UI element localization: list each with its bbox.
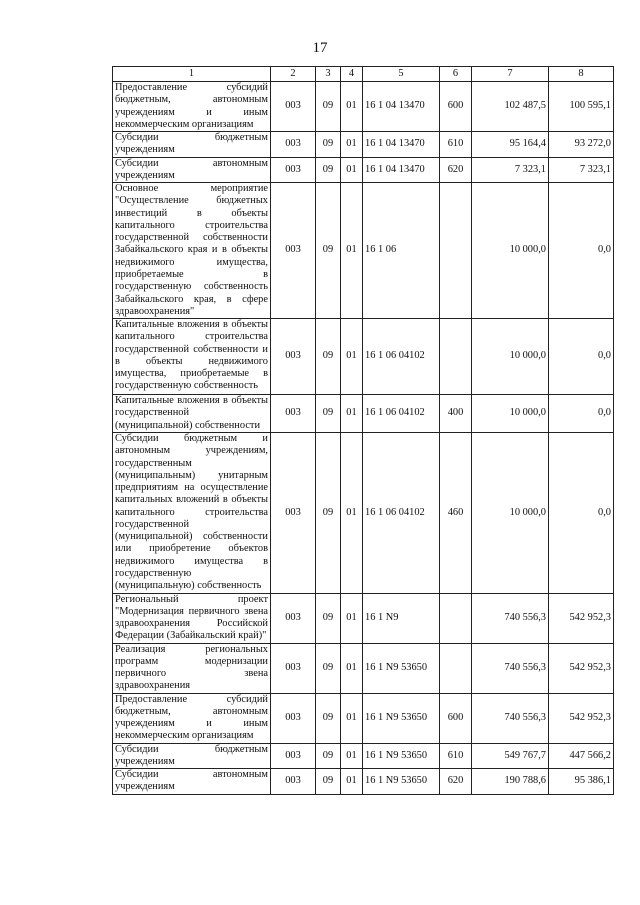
- cell-amount-2: 7 323,1: [549, 157, 614, 183]
- cell-subsection: 01: [341, 643, 363, 693]
- cell-subsection: 01: [341, 132, 363, 158]
- cell-section: 09: [316, 132, 341, 158]
- cell-target: 16 1 N9 53650: [363, 743, 440, 769]
- cell-section: 09: [316, 319, 341, 395]
- header-cell: 7: [472, 67, 549, 82]
- cell-amount-2: 93 272,0: [549, 132, 614, 158]
- row-name: Региональный проект "Модернизация первичного звена здравоохранения Российской Федерации (Забайкальский край)": [113, 593, 271, 643]
- table-row: [113, 82, 614, 132]
- cell-code: 003: [271, 132, 316, 158]
- cell-amount-1: 7 323,1: [472, 157, 549, 183]
- cell-section: 09: [316, 183, 341, 319]
- cell-target: 16 1 06 04102: [363, 319, 440, 395]
- cell-subsection: 01: [341, 743, 363, 769]
- cell-code: 003: [271, 183, 316, 319]
- row-name: Основное мероприятие "Осуществление бюджетных инвестиций в объекты капитального строительства государственной собственности Забайкальского края и в объекты недвижимого имущества, приобретаемые в государственную собственность Забайкальского края, в сфере здравоохранения": [113, 183, 271, 319]
- cell-target: 16 1 04 13470: [363, 132, 440, 158]
- cell-type: [440, 643, 472, 693]
- cell-code: 003: [271, 693, 316, 743]
- cell-section: 09: [316, 157, 341, 183]
- cell-subsection: 01: [341, 593, 363, 643]
- row-name: Капитальные вложения в объекты государственной (муниципальной) собственности: [113, 395, 271, 433]
- cell-type: [440, 183, 472, 319]
- cell-section: 09: [316, 433, 341, 593]
- cell-target: 16 1 N9 53650: [363, 769, 440, 795]
- cell-amount-1: 10 000,0: [472, 433, 549, 593]
- cell-amount-2: 100 595,1: [549, 82, 614, 132]
- cell-amount-2: 0,0: [549, 433, 614, 593]
- cell-subsection: 01: [341, 769, 363, 795]
- cell-subsection: 01: [341, 183, 363, 319]
- table-row: [113, 319, 614, 395]
- cell-code: 003: [271, 769, 316, 795]
- row-name: Субсидии автономным учреждениям: [113, 157, 271, 183]
- cell-amount-2: 0,0: [549, 395, 614, 433]
- cell-amount-1: 190 788,6: [472, 769, 549, 795]
- cell-type: 610: [440, 743, 472, 769]
- cell-section: 09: [316, 82, 341, 132]
- cell-amount-2: 542 952,3: [549, 693, 614, 743]
- cell-target: 16 1 06 04102: [363, 433, 440, 593]
- cell-target: 16 1 N9: [363, 593, 440, 643]
- table-row: [113, 395, 614, 433]
- header-cell: 2: [271, 67, 316, 82]
- table-row: [113, 593, 614, 643]
- cell-amount-2: 447 566,2: [549, 743, 614, 769]
- cell-section: 09: [316, 769, 341, 795]
- header-cell: 8: [549, 67, 614, 82]
- cell-type: 460: [440, 433, 472, 593]
- header-cell: 4: [341, 67, 363, 82]
- cell-code: 003: [271, 593, 316, 643]
- cell-amount-2: 542 952,3: [549, 593, 614, 643]
- row-name: Субсидии бюджетным учреждениям: [113, 132, 271, 158]
- cell-amount-1: 95 164,4: [472, 132, 549, 158]
- table-row: [113, 183, 614, 319]
- cell-code: 003: [271, 743, 316, 769]
- cell-amount-1: 740 556,3: [472, 693, 549, 743]
- row-name: Субсидии бюджетным учреждениям: [113, 743, 271, 769]
- row-name: Реализация региональных программ модернизации первичного звена здравоохранения: [113, 643, 271, 693]
- cell-amount-1: 10 000,0: [472, 395, 549, 433]
- cell-amount-2: 0,0: [549, 319, 614, 395]
- page-number: 17: [312, 40, 328, 56]
- cell-amount-1: 10 000,0: [472, 319, 549, 395]
- budget-table: [112, 66, 614, 795]
- cell-subsection: 01: [341, 157, 363, 183]
- cell-subsection: 01: [341, 693, 363, 743]
- cell-amount-2: 542 952,3: [549, 643, 614, 693]
- cell-amount-1: 740 556,3: [472, 593, 549, 643]
- cell-code: 003: [271, 82, 316, 132]
- header-cell: 1: [113, 67, 271, 82]
- cell-amount-1: 740 556,3: [472, 643, 549, 693]
- cell-type: 610: [440, 132, 472, 158]
- table-row: [113, 643, 614, 693]
- cell-amount-2: 95 386,1: [549, 769, 614, 795]
- cell-target: 16 1 N9 53650: [363, 643, 440, 693]
- cell-subsection: 01: [341, 395, 363, 433]
- cell-subsection: 01: [341, 433, 363, 593]
- cell-target: 16 1 06 04102: [363, 395, 440, 433]
- cell-amount-1: 102 487,5: [472, 82, 549, 132]
- header-cell: 6: [440, 67, 472, 82]
- cell-target: 16 1 N9 53650: [363, 693, 440, 743]
- cell-section: 09: [316, 693, 341, 743]
- cell-target: 16 1 04 13470: [363, 157, 440, 183]
- cell-section: 09: [316, 643, 341, 693]
- cell-type: 600: [440, 82, 472, 132]
- cell-code: 003: [271, 319, 316, 395]
- table-row: [113, 693, 614, 743]
- cell-target: 16 1 06: [363, 183, 440, 319]
- cell-code: 003: [271, 395, 316, 433]
- cell-amount-1: 10 000,0: [472, 183, 549, 319]
- table-row: [113, 743, 614, 769]
- header-cell: 3: [316, 67, 341, 82]
- cell-section: 09: [316, 395, 341, 433]
- cell-type: 620: [440, 157, 472, 183]
- cell-amount-2: 0,0: [549, 183, 614, 319]
- row-name: Капитальные вложения в объекты капитального строительства государственной собственности и в объекты недвижимого имущества, приобретаемые в государственную собственность: [113, 319, 271, 395]
- cell-subsection: 01: [341, 82, 363, 132]
- row-name: Предоставление субсидий бюджетным, автономным учреждениям и иным некоммерческим организациям: [113, 693, 271, 743]
- cell-section: 09: [316, 593, 341, 643]
- cell-type: [440, 319, 472, 395]
- cell-section: 09: [316, 743, 341, 769]
- table-row: [113, 769, 614, 795]
- cell-amount-1: 549 767,7: [472, 743, 549, 769]
- table-header-row: [113, 67, 614, 82]
- cell-type: 620: [440, 769, 472, 795]
- table-row: [113, 433, 614, 593]
- table-row: [113, 132, 614, 158]
- header-cell: 5: [363, 67, 440, 82]
- cell-code: 003: [271, 433, 316, 593]
- row-name: Субсидии бюджетным и автономным учреждениям, государственным (муниципальным) унитарным предприятиям на осуществление капитальных вложений в объекты капитального строительства государственной (муниципальной) собственности или приобретение объектов недвижимого имущества в государственную (муниципальную) собственность: [113, 433, 271, 593]
- row-name: Предоставление субсидий бюджетным, автономным учреждениям и иным некоммерческим организациям: [113, 82, 271, 132]
- cell-type: 600: [440, 693, 472, 743]
- cell-target: 16 1 04 13470: [363, 82, 440, 132]
- row-name: Субсидии автономным учреждениям: [113, 769, 271, 795]
- table-row: [113, 157, 614, 183]
- cell-type: [440, 593, 472, 643]
- cell-code: 003: [271, 643, 316, 693]
- cell-subsection: 01: [341, 319, 363, 395]
- cell-code: 003: [271, 157, 316, 183]
- cell-type: 400: [440, 395, 472, 433]
